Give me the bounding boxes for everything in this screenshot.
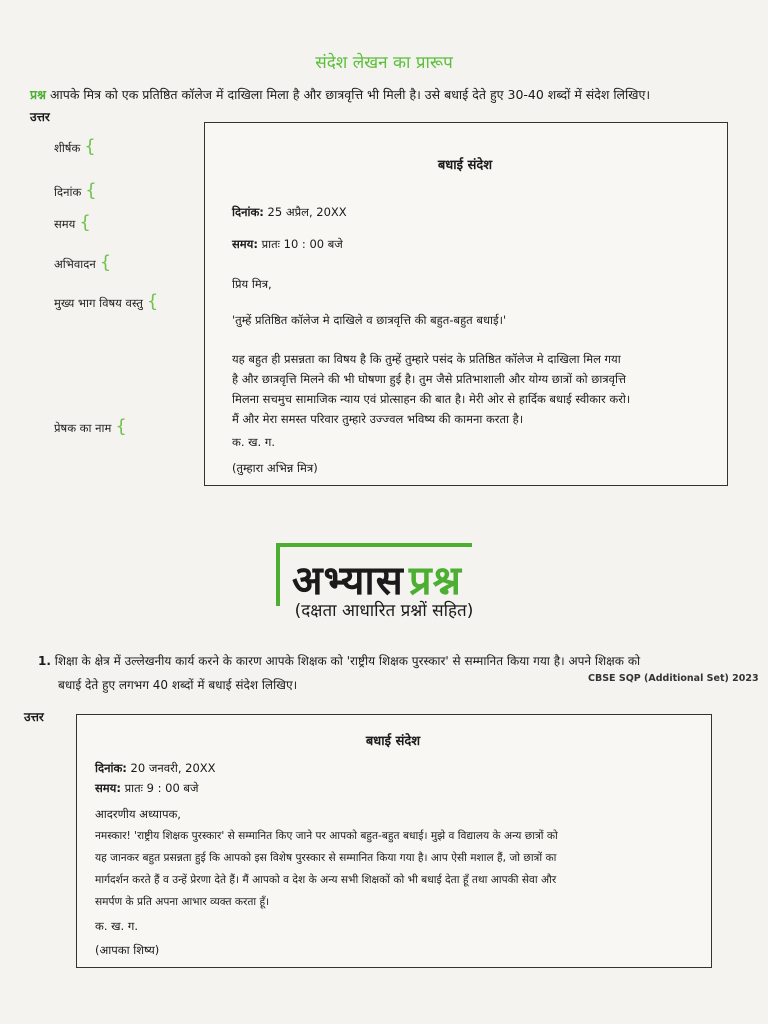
- body-line: समर्पण के प्रति अपना आभार व्यक्त करता हूँ।: [95, 896, 270, 908]
- body-line: नमस्कार! 'राष्ट्रीय शिक्षक पुरस्कार' से सम्मानित किए जाने पर आपको बहुत-बहुत बधाई। मुझे व विद्यालय के अन्य छात्रों को: [95, 830, 558, 842]
- question-text: शिक्षा के क्षेत्र में उल्लेखनीय कार्य करने के कारण आपके शिक्षक को 'राष्ट्रीय शिक्षक पुरस्कार' से सम्मानित किया गया है। अपने शिक्षक को: [54, 654, 641, 668]
- body-line: यह बहुत ही प्रसन्नता का विषय है कि तुम्हें तुम्हारे पसंद के प्रतिष्ठित कॉलेज मे दाखिला मिल गया: [232, 352, 621, 366]
- side-label-date: दिनांक {: [54, 180, 97, 201]
- message-body: [95, 825, 695, 913]
- message-relation: (तुम्हारा अभिन्न मित्र): [232, 461, 318, 475]
- message-title: बधाई संदेश: [437, 158, 493, 173]
- question-line-1: [38, 652, 640, 669]
- source-tag: CBSE SQP (Additional Set) 2023: [588, 673, 759, 684]
- side-label-time: समय {: [54, 212, 91, 233]
- question-text: आपके मित्र को एक प्रतिष्ठित कॉलेज में दाखिला मिला है और छात्रवृत्ति भी मिली है। उसे बधाई देते हुए 30-40 शब्दों में संदेश लिखिए।: [49, 87, 651, 102]
- banner-subtitle: (दक्षता आधारित प्रश्नों सहित): [294, 601, 474, 621]
- question-number: 1.: [38, 654, 51, 668]
- message-greeting: आदरणीय अध्यापक,: [95, 807, 181, 821]
- banner-word1: अभ्यास: [292, 558, 404, 604]
- message-title: बधाई संदेश: [365, 734, 421, 749]
- body-line: मैं और मेरा समस्त परिवार तुम्हारे उज्ज्वल भविष्य की कामना करता है।: [232, 412, 524, 426]
- message-date: दिनांक: 25 अप्रैल, 20XX: [232, 205, 347, 219]
- message-body: [232, 349, 712, 429]
- question-line: [30, 86, 650, 103]
- brace-icon: {: [99, 252, 112, 273]
- body-line: है और छात्रवृत्ति मिलने की भी घोषणा हुई है। तुम जैसे प्रतिभाशाली और योग्य छात्रों को छात्रवृत्ति: [232, 372, 626, 386]
- brace-icon: {: [85, 180, 97, 201]
- body-line: मार्गदर्शन करते हैं व उन्हें प्रेरणा देते हैं। मैं आपको व देश के अन्य सभी शिक्षकों को भी बधाई देता हूँ तथा आपकी सेवा और: [95, 874, 557, 886]
- message-date: दिनांक: 20 जनवरी, 20XX: [95, 761, 216, 775]
- message-signature: क. ख. ग.: [95, 919, 138, 933]
- practice-banner: [276, 543, 472, 606]
- answer-label: उत्तर: [30, 110, 50, 124]
- message-greeting: प्रिय मित्र,: [232, 277, 272, 291]
- body-line: यह जानकर बहुत प्रसन्नता हुई कि आपको इस विशेष पुरस्कार से सम्मानित किया गया है। आप ऐसी मशाल हैं, जो छात्रों का: [95, 852, 557, 864]
- question-label: प्रश्न: [30, 87, 46, 102]
- banner-word2: प्रश्न: [408, 558, 462, 604]
- side-label-greeting: अभिवादन {: [54, 252, 112, 273]
- message-box-2: [76, 714, 712, 968]
- message-signature: क. ख. ग.: [232, 435, 275, 449]
- brace-icon: {: [115, 416, 127, 437]
- side-label-main: मुख्य भाग विषय वस्तु {: [54, 291, 159, 312]
- body-line: मिलना सचमुच सामाजिक न्याय एवं प्रोत्साहन की बात है। मेरी ओर से हार्दिक बधाई स्वीकार करो।: [232, 392, 631, 406]
- side-label-sender: प्रेषक का नाम {: [54, 416, 127, 437]
- message-time: समय: प्रातः 9 : 00 बजे: [95, 781, 199, 795]
- message-time: समय: प्रातः 10 : 00 बजे: [232, 237, 343, 251]
- message-opening: 'तुम्हें प्रतिष्ठित कॉलेज मे दाखिले व छात्रवृत्ति की बहुत-बहुत बधाई।': [232, 313, 507, 327]
- message-box: [204, 122, 728, 486]
- question-line-2: बधाई देते हुए लगभग 40 शब्दों में बधाई संदेश लिखिए।: [58, 678, 298, 692]
- brace-icon: {: [146, 291, 159, 312]
- answer-label: उत्तर: [24, 710, 44, 724]
- message-relation: (आपका शिष्य): [95, 943, 160, 957]
- side-label-heading: शीर्षक {: [54, 136, 96, 157]
- brace-icon: {: [79, 212, 91, 233]
- brace-icon: {: [84, 136, 96, 157]
- section-title: संदेश लेखन का प्रारूप: [315, 53, 453, 73]
